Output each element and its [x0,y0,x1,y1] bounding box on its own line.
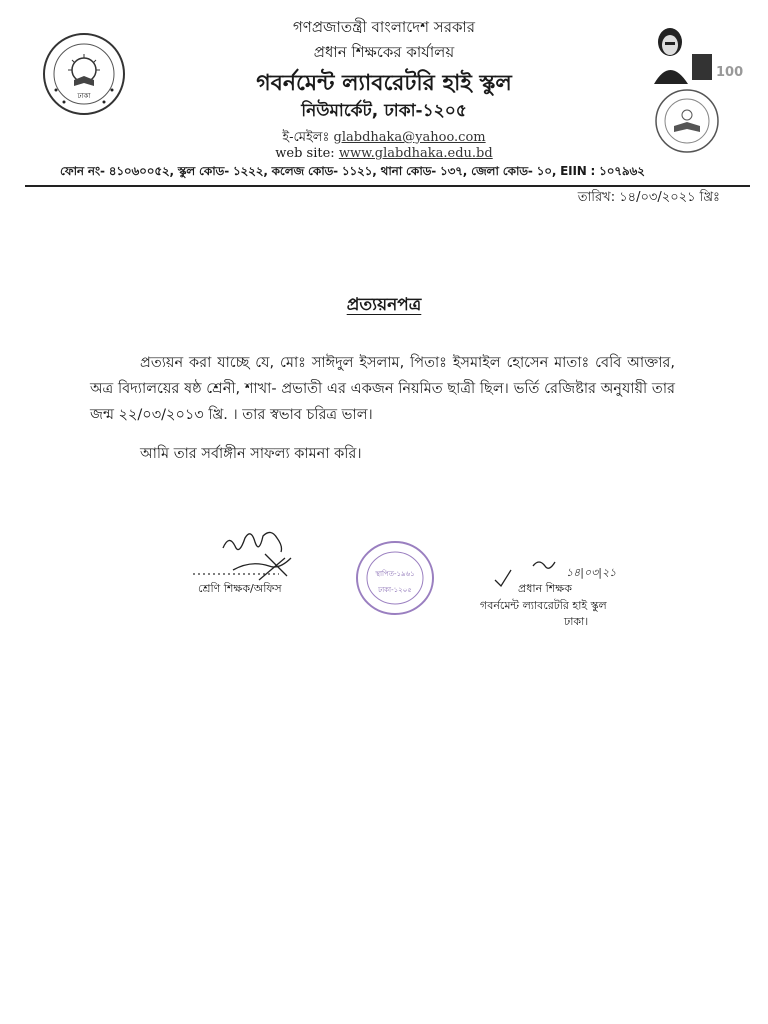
header-government: গণপ্রজাতন্ত্রী বাংলাদেশ সরকার [292,18,476,36]
header-web-line [0,146,768,161]
stamp-year-text: স্থাপিত-১৯৬১ [375,570,415,578]
email-link[interactable]: glabdhaka@yahoo.com [333,130,486,145]
stamp-city-text: ঢাকা-১২০৫ [378,586,412,594]
seal-city-text: ঢাকা [77,92,91,100]
centenary-portrait-logo [648,18,744,84]
web-link[interactable]: www.glabdhaka.edu.bd [338,146,493,161]
certificate-paragraph: প্রত্যয়ন করা যাচ্ছে যে, মোঃ সাঈদুল ইসলাম, পিতাঃ ইসমাইল হোসেন মাতাঃ বেবি আক্তার, অত্র বিদ্যালয়ের ষষ্ঠ শ্রেনী, শাখা- প্রভাতী এর একজন নিয়মিত ছাত্রী ছিল। ভর্তি রেজিষ্টার অনুযায়ী তার জন্ম ২২/০৩/২০১৩ খ্রি. । তার স্বভাব চরিত্র ভাল। [90,355,675,423]
header-divider [25,185,750,187]
head-teacher-city: ঢাকা। [564,615,589,628]
header-address: নিউমার্কেট, ঢাকা-১২০৫ [301,101,467,121]
head-teacher-label: প্রধান শিক্ষক [518,582,572,595]
best-wishes-line: আমি তার সর্বাঙ্গীন সাফল্য কামনা করি। [140,446,362,462]
web-label: web site: [275,146,335,161]
document-date: তারিখ: ১৪/০৩/২০২১ খ্রিঃ [577,190,720,205]
emblem-logo [654,88,720,154]
document-title-text: প্রত্যয়নপত্র [346,295,422,315]
header-contacts: ফোন নং- ৪১০৬০০৫২, স্কুল কোড- ১২২২, কলেজ কোড- ১১২১, থানা কোড- ১৩৭, জেলা কোড- ১০, EIIN : ১০৭৯৬২ [60,164,645,178]
school-round-stamp [355,540,435,616]
email-label: ই-মেইলঃ [282,130,330,145]
head-teacher-school: গবর্নমেন্ট ল্যাবরেটরি হাই স্কুল [480,599,607,612]
school-seal-logo [42,32,126,116]
class-teacher-signature [223,532,291,580]
centenary-mark: 100 [716,65,744,80]
head-teacher-sign-date: ১৪|০৩|২১ [566,566,617,579]
class-teacher-label: শ্রেণি শিক্ষক/অফিস [198,582,282,595]
header-school-name: গবর্নমেন্ট ল্যাবরেটরি হাই স্কুল [256,71,512,96]
document-title [0,292,768,320]
header-office: প্রধান শিক্ষকের কার্যালয় [313,43,455,61]
